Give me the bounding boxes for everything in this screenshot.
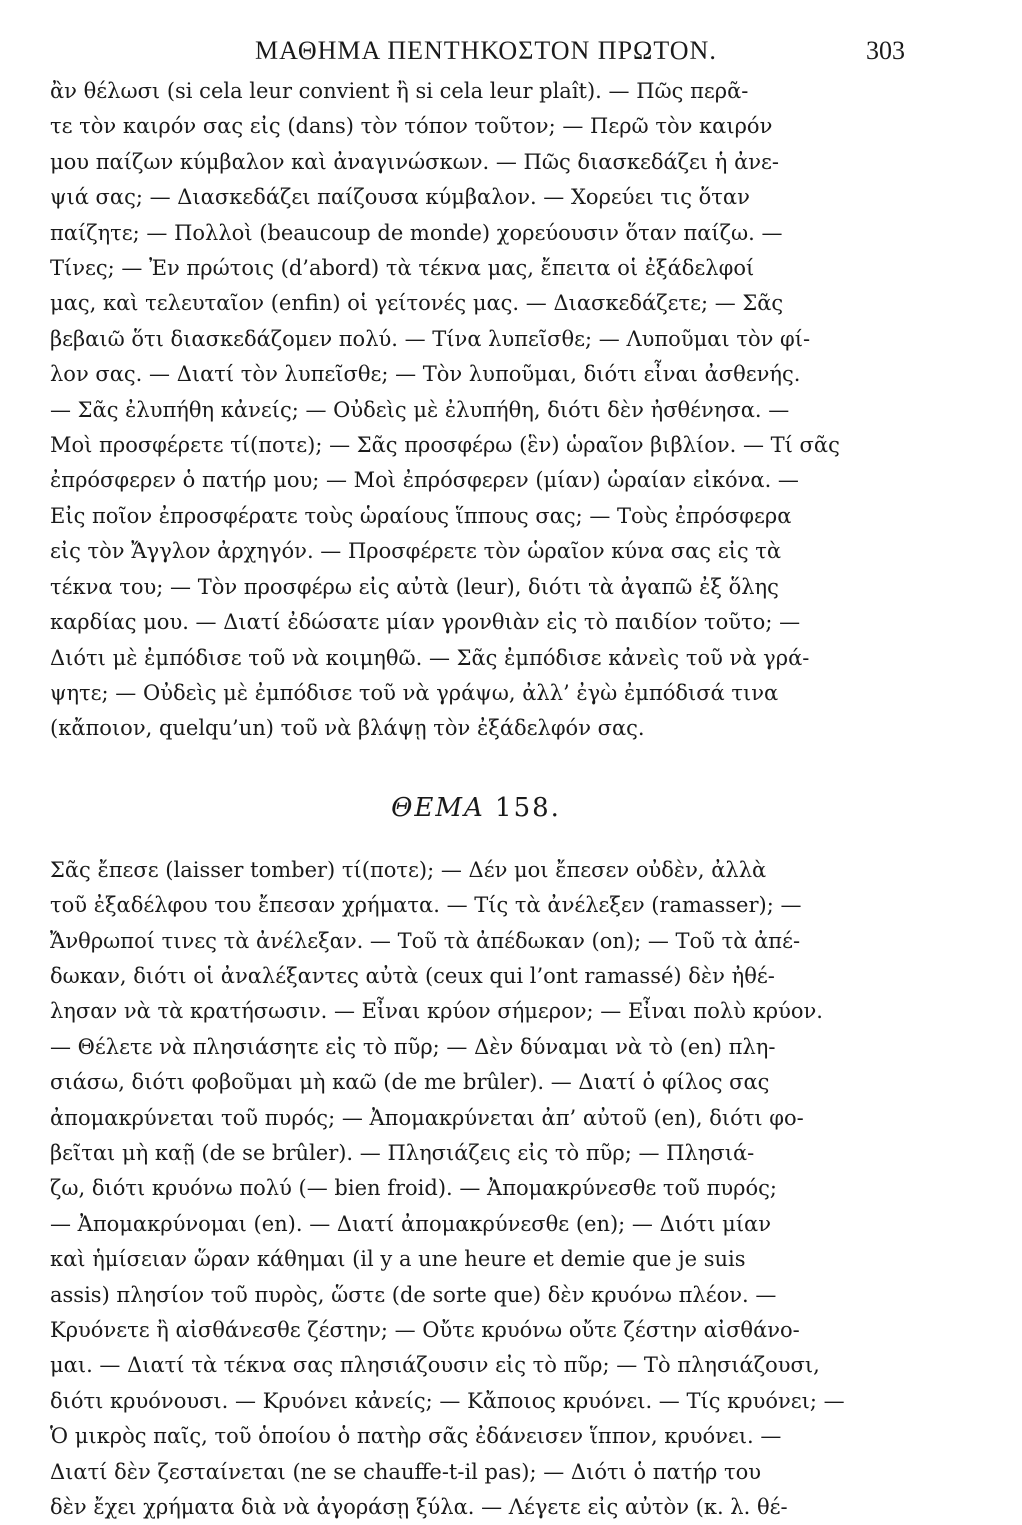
text-line: τέκνα του; — Τὸν προσφέρω εἰς αὐτὰ (leur), διότι τὰ ἀγαπῶ ἐξ ὅλης bbox=[50, 574, 779, 599]
text-line: μαι. — Διατί τὰ τέκνα σας πλησιάζουσιν εἰς τὸ πῦρ; — Τὸ πλησιάζουσι, bbox=[50, 1353, 820, 1378]
text-line: ἀπομακρύνεται τοῦ πυρός; — Ἀπομακρύνεται ἀπ’ αὐτοῦ (en), διότι φο- bbox=[50, 1105, 804, 1130]
text-line: Τίνες; — Ἐν πρώτοις (d’abord) τὰ τέκνα μας, ἔπειτα οἱ ἐξάδελφοί bbox=[50, 256, 755, 281]
text-line: βεῖται μὴ καῇ (de se brûler). — Πλησιάζεις εἰς τὸ πῦρ; — Πλησιά- bbox=[50, 1140, 755, 1165]
text-line: Ὁ μικρὸς παῖς, τοῦ ὁποίου ὁ πατὴρ σᾶς ἐδάνεισεν ἵππον, κρυόνει. — bbox=[50, 1424, 782, 1449]
text-line: Ἄνθρωποί τινες τὰ ἀνέλεξαν. — Τοῦ τὰ ἀπέδωκαν (on); — Τοῦ τὰ ἀπέ- bbox=[50, 928, 801, 953]
exercise-text-paragraph-2 bbox=[50, 853, 902, 1525]
text-line: Διότι μὲ ἐμπόδισε τοῦ νὰ κοιμηθῶ. — Σᾶς ἐμπόδισε κἀνεὶς τοῦ νὰ γρά- bbox=[50, 645, 810, 670]
text-line: δὲν ἔχει χρήματα διὰ νὰ ἀγοράσῃ ξύλα. — Λέγετε εἰς αὐτὸν (κ. λ. θέ- bbox=[50, 1495, 788, 1520]
text-line: — Ἀπομακρύνομαι (en). — Διατί ἀπομακρύνεσθε (en); — Διότι μίαν bbox=[50, 1211, 772, 1236]
text-line: καρδίας μου. — Διατί ἐδώσατε μίαν γρονθιὰν εἰς τὸ παιδίον τοῦτο; — bbox=[50, 610, 801, 635]
text-line: διότι κρυόνουσι. — Κρυόνει κἀνείς; — Κἄποιος κρυόνει. — Τίς κρυόνει; — bbox=[50, 1388, 845, 1413]
text-line: καὶ ἡμίσειαν ὥραν κάθημαι (il y a une heure et demie que je suis bbox=[50, 1247, 746, 1272]
page-number: 303 bbox=[866, 36, 905, 65]
running-head: ΜΑΘΗΜΑ ΠΕΝΤΗΚΟΣΤΟΝ ΠΡΩΤΟΝ. bbox=[255, 36, 717, 65]
text-line: λησαν νὰ τὰ κρατήσωσιν. — Εἶναι κρύον σήμερον; — Εἶναι πολὺ κρύον. bbox=[50, 999, 823, 1024]
text-line: — Θέλετε νὰ πλησιάσητε εἰς τὸ πῦρ; — Δὲν δύναμαι νὰ τὸ (en) πλη- bbox=[50, 1034, 776, 1059]
text-line: Εἰς ποῖον ἐπροσφέρατε τοὺς ὡραίους ἵππους σας; — Τοὺς ἐπρόσφερα bbox=[50, 503, 792, 528]
text-line: ἐπρόσφερεν ὁ πατήρ μου; — Μοὶ ἐπρόσφερεν (μίαν) ὡραίαν εἰκόνα. — bbox=[50, 468, 799, 493]
section-title-word: ΘΕΜΑ bbox=[391, 792, 485, 823]
section-title bbox=[50, 793, 902, 823]
text-line: μας, καὶ τελευταῖον (enfin) οἱ γείτονές μας. — Διασκεδάζετε; — Σᾶς bbox=[50, 291, 784, 316]
text-line: Μοὶ προσφέρετε τί(ποτε); — Σᾶς προσφέρω (ἓν) ὡραῖον βιβλίον. — Τί σᾶς bbox=[50, 433, 840, 458]
text-line: ἂν θέλωσι (si cela leur convient ἢ si cela leur plaît). — Πῶς περᾶ- bbox=[50, 79, 749, 103]
text-line: λον σας. — Διατί τὸν λυπεῖσθε; — Τὸν λυποῦμαι, διότι εἶναι ἀσθενής. bbox=[50, 362, 801, 387]
text-line: — Σᾶς ἐλυπήθη κἀνείς; — Οὐδεὶς μὲ ἐλυπήθη, διότι δὲν ἠσθένησα. — bbox=[50, 397, 790, 422]
text-line: σιάσω, διότι φοβοῦμαι μὴ καῶ (de me brûler). — Διατί ὁ φίλος σας bbox=[50, 1070, 770, 1095]
text-line: εἰς τὸν Ἄγγλον ἀρχηγόν. — Προσφέρετε τὸν ὡραῖον κύνα σας εἰς τὰ bbox=[50, 539, 782, 564]
text-line: βεβαιῶ ὅτι διασκεδάζομεν πολύ. — Τίνα λυπεῖσθε; — Λυποῦμαι τὸν φί- bbox=[50, 326, 811, 351]
text-line: ψιά σας; — Διασκεδάζει παίζουσα κύμβαλον. — Χορεύει τις ὅταν bbox=[50, 185, 750, 210]
page-header bbox=[50, 30, 905, 74]
text-line: Σᾶς ἔπεσε (laisser tomber) τί(ποτε); — Δέν μοι ἔπεσεν οὐδὲν, ἀλλὰ bbox=[50, 857, 767, 882]
section-title-number: 158. bbox=[495, 792, 561, 823]
text-line: παίζητε; — Πολλοὶ (beaucoup de monde) χορεύουσιν ὅταν παίζω. — bbox=[50, 220, 783, 245]
text-line: μου παίζων κύμβαλον καὶ ἀναγινώσκων. — Πῶς διασκεδάζει ἡ ἀνε- bbox=[50, 149, 779, 174]
exercise-text-paragraph-1 bbox=[50, 74, 902, 747]
text-line: Διατί δὲν ζεσταίνεται (ne se chauffe-t-il pas); — Διότι ὁ πατήρ του bbox=[50, 1459, 762, 1484]
text-line: Κρυόνετε ἢ αἰσθάνεσθε ζέστην; — Οὔτε κρυόνω οὔτε ζέστην αἰσθάνο- bbox=[50, 1318, 800, 1342]
text-line: ζω, διότι κρυόνω πολύ (— bien froid). — Ἀπομακρύνεσθε τοῦ πυρός; bbox=[50, 1176, 777, 1201]
text-line: assis) πλησίον τοῦ πυρὸς, ὥστε (de sorte que) δὲν κρυόνω πλέον. — bbox=[50, 1282, 777, 1307]
text-line: δωκαν, διότι οἱ ἀναλέξαντες αὐτὰ (ceux qui l’ont ramassé) δὲν ἠθέ- bbox=[50, 963, 775, 988]
text-line: (κἄποιον, quelqu’un) τοῦ νὰ βλάψῃ τὸν ἐξάδελφόν σας. bbox=[50, 716, 645, 741]
text-line: τοῦ ἐξαδέλφου του ἔπεσαν χρήματα. — Τίς τὰ ἀνέλεξεν (ramasser); — bbox=[50, 893, 802, 918]
text-line: ψητε; — Οὐδεὶς μὲ ἐμπόδισε τοῦ νὰ γράψω, ἀλλ’ ἐγὼ ἐμπόδισά τινα bbox=[50, 680, 779, 705]
text-line: τε τὸν καιρόν σας εἰς (dans) τὸν τόπον τοῦτον; — Περῶ τὸν καιρόν bbox=[50, 114, 773, 139]
